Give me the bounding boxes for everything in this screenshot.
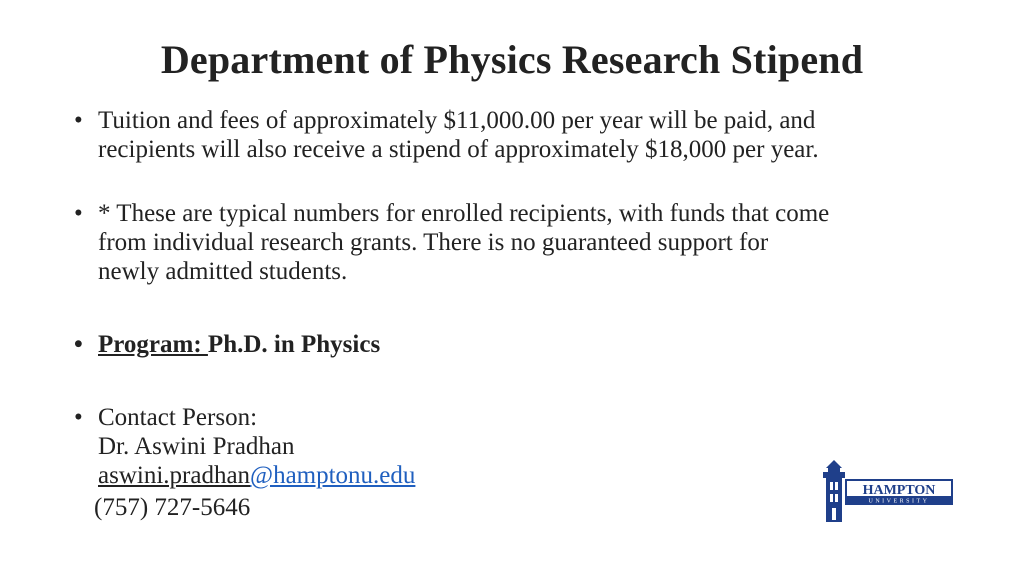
logo-subtext: UNIVERSITY — [868, 498, 930, 505]
bullet-dot: • — [74, 200, 83, 227]
email-domain-link[interactable]: @hamptonu.edu — [250, 462, 416, 489]
note-line-2: from individual research grants. There is no guaranteed support for — [98, 229, 769, 256]
note-line-1: * These are typical numbers for enrolled recipients, with funds that come — [98, 200, 830, 227]
bullet-program — [74, 330, 954, 359]
bullet-dot: • — [74, 107, 83, 134]
tuition-line-1: Tuition and fees of approximately $11,000.00 per year will be paid, and — [98, 107, 816, 134]
bullet-note — [74, 199, 954, 286]
bullet-dot: • — [74, 331, 83, 358]
slide-title: Department of Physics Research Stipend — [160, 37, 864, 82]
logo-text: HAMPTON — [862, 483, 936, 498]
contact-label: Contact Person: — [98, 404, 258, 431]
bullet-dot: • — [74, 404, 83, 431]
contact-name: Dr. Aswini Pradhan — [98, 433, 295, 460]
bullet-list — [74, 106, 954, 490]
note-line-3: newly admitted students. — [98, 258, 348, 285]
hampton-university-tower-icon — [820, 458, 960, 524]
email-user[interactable]: aswini.pradhan — [98, 462, 251, 489]
contact-phone: (757) 727-5646 — [94, 494, 251, 521]
tuition-line-2: recipients will also receive a stipend of approximately $18,000 per year. — [98, 136, 819, 163]
hampton-logo — [820, 458, 960, 524]
program-value: Ph.D. in Physics — [207, 331, 381, 358]
bullet-tuition — [74, 106, 954, 164]
program-label: Program: — [98, 331, 208, 358]
